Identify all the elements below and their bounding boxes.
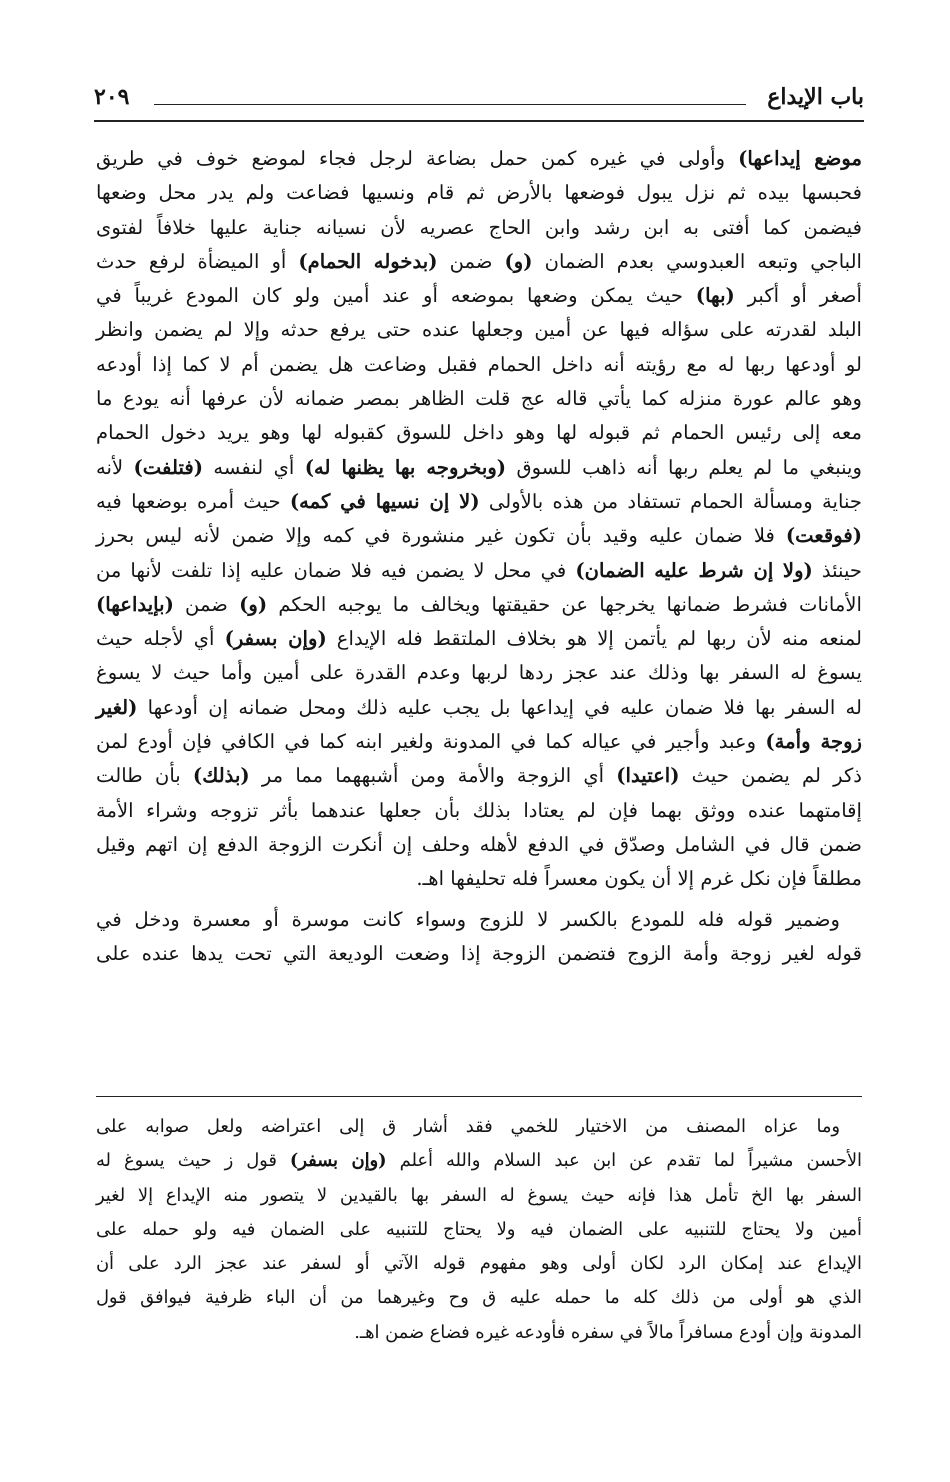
text-line: ذكر لم يضمن حيث (اعتيدا) أي الزوجة والأمة ومن أشبههما مما مر (بذلك) بأن طالت — [96, 764, 862, 788]
footnote-line: أمين ولا يحتاج للتنبيه على الضمان فيه ولا يحتاج للتنبيه على الضمان فيه ولو حمله على — [96, 1218, 862, 1240]
text-line: أصغر أو أكبر (بها) حيث يمكن وضعها بموضعه أو عند أمين ولو كان المودع غريباً في — [96, 284, 862, 308]
text-line: معه إلى رئيس الحمام ثم قبوله لها وهو داخل للسوق كقبوله لها وهو يريد دخول الحمام — [96, 421, 862, 445]
text-line: قوله لغير زوجة وأمة الزوج فتضمن الزوجة إذا وضعت الوديعة التي تحت يدها عنده على — [96, 941, 862, 965]
footnote-line: السفر بها الخ تأمل هذا فإنه حيث يسوغ له السفر بها بالقيدين لا يتصور منه الإيداع إلا لغير — [96, 1184, 862, 1206]
footnote-line: الإيداع عند إمكان الرد لكان أولى وهو مفهوم قوله الآتي أو لسفر عند عجز الرد على أن — [96, 1253, 862, 1275]
text-line: موضع إيداعها) وأولى في غيره كمن حمل بضاعة لرجل فجاء لموضع خوف في طريق — [96, 147, 862, 170]
text-line: فحبسها بيده ثم نزل يبول فوضعها بالأرض ثم قام ونسيها فضاعت ولم يدر محل وضعها — [96, 181, 862, 205]
header-rule — [94, 120, 864, 122]
text-line: لو أودعها ربها له مع رؤيته أنه داخل الحمام فقبل وضاعت هل يضمن أم لا كما إذا أودعه — [96, 352, 862, 376]
text-line: إقامتهما عنده ووثق بهما فإن لم يعتادا بذلك بأن جعلها عندهما بأثر تزوجه وشراء الأمة — [96, 798, 862, 822]
header-dash-rule — [154, 104, 746, 105]
text-line: ضمن قال في الشامل وصدّق في الدفع لأهله وحلف إن أنكرت الزوجة الدفع إن اتهم وقيل — [96, 832, 862, 856]
text-line: زوجة وأمة) وعبد وأجير في عياله كما في المدونة ولغير ابنه كما في الكافي فإن أودع لمن — [96, 730, 862, 754]
footnote-line: وما عزاه المصنف من الاختيار للخمي فقد أشار ق إلى اعتراضه ولعل صوابه على — [96, 1116, 840, 1137]
text-line: البلد لقدرته على سؤاله فيها عن أمين وجعلها عنده حتى يرفع حدثه وإلا لم يضمن وانظر — [96, 318, 862, 342]
text-line: له السفر بها فلا ضمان عليه في إيداعها بل يجب عليه ذلك ومحل ضمانه إن أودعها (لغير — [96, 695, 862, 719]
text-line: لمنعه منه لأن ربها لم يأتمن إلا هو بخلاف الملتقط فله الإيداع (وإن بسفر) أي لأجله حيث — [96, 627, 863, 651]
text-line: الباجي وتبعه العبدوسي بعدم الضمان (و) ضمن (بدخوله الحمام) أو الميضأة لرفع حدث — [96, 249, 862, 273]
text-line: مطلقاً فإن نكل غرم إلا أن يكون معسراً فله تحليفها اهـ. — [416, 867, 862, 891]
text-line: جناية ومسألة الحمام تستفاد من هذه بالأولى (لا إن نسيها في كمه) حيث أمره بوضعها فيه — [96, 489, 862, 513]
footnote-line: المدونة وإن أودع مسافراً مالاً في سفره فأودعه غيره فضاع ضمن اهـ. — [354, 1321, 862, 1343]
text-line: فيضمن كما أفتى به ابن رشد وابن الحاج عصريه لأن نسيانه جناية عليها خلافاً لفتوى — [96, 215, 862, 239]
footnote-text — [96, 1112, 862, 1352]
text-line: يسوغ له السفر بها وذلك عند عجز ردها لربها وعدم القدرة على أمين وأما حيث لا يسوغ — [96, 661, 862, 685]
running-header — [94, 82, 864, 122]
text-line: وينبغي ما لم يعلم ربها أنه ذاهب للسوق (وبخروجه بها يظنها له) أي لنفسه (فتلفت) لأنه — [96, 455, 862, 479]
text-line: (فوقعت) فلا ضمان عليه وقيد بأن تكون غير منشورة في كمه وإلا ضمن لأنه ليس بحرز — [96, 524, 862, 548]
text-line: وضمير قوله فله للمودع بالكسر لا للزوج وسواء كانت موسرة أو معسرة ودخل في — [96, 907, 840, 931]
main-text — [96, 142, 862, 971]
text-line: حينئذ (ولا إن شرط عليه الضمان) في محل لا يضمن فيه فلا ضمان عليه إذا تلفت لأنها من — [96, 558, 862, 582]
text-line: وهو عالم عورة منزله كما يأتي قاله عج قلت الظاهر بمصر ضمانه لأن عرفها أنه يودع ما — [96, 387, 862, 411]
text-line: الأمانات فشرط ضمانها يخرجها عن حقيقتها ويخالف ما يوجبه الحكم (و) ضمن (بإيداعها) — [96, 592, 862, 616]
page-number: ٢٠٩ — [94, 84, 130, 110]
footnote-line: الذي هو أولى من ذلك كله ما حمله عليه ق وح وغيرهما من أن الباء ظرفية فيوافق قول — [96, 1287, 862, 1309]
footnote-line: الأحسن مشيراً لما تقدم عن ابن عبد السلام والله أعلم (وإن بسفر) قول ز حيث يسوغ له — [96, 1150, 862, 1172]
chapter-title: باب الإيداع — [767, 84, 864, 110]
footnote-separator — [96, 1096, 862, 1097]
